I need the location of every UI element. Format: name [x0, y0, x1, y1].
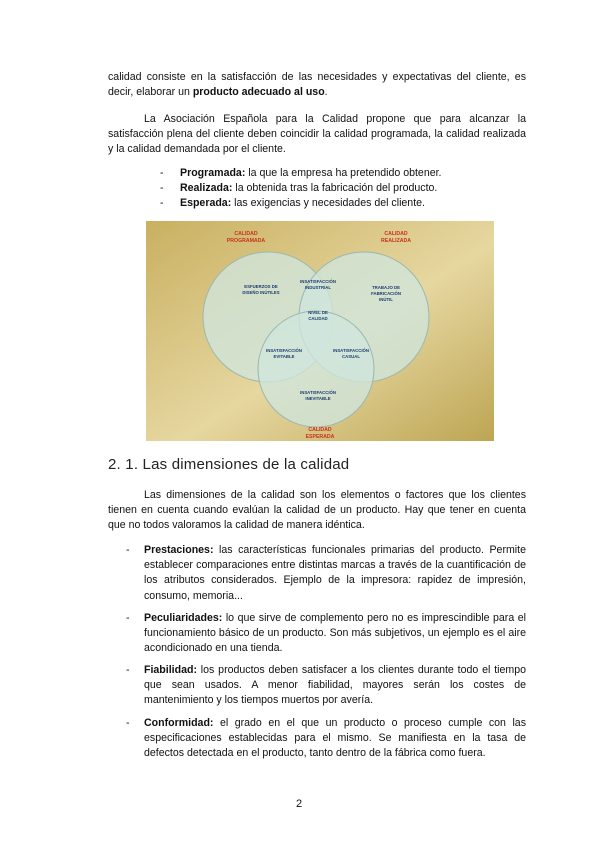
- dimension-term: Conformidad:: [144, 717, 214, 729]
- region-bottom-2: INEVITABLE: [305, 396, 331, 401]
- quality-type-desc: las exigencias y necesidades del cliente.: [231, 197, 425, 209]
- intro-paragraph: [108, 70, 526, 100]
- dimension-desc: las características funcionales primarias del producto. Permite establecer comparaciones entre distintas marcas a través de la cuantificación de los atributos considerados. Ejemplo de la impresora: rapidez de impresión, consumo, memoria...: [144, 544, 526, 602]
- label-programada-1: CALIDAD: [234, 231, 258, 237]
- region-left-2: DISEÑO INÚTILES: [242, 290, 280, 295]
- quality-type-term: Programada:: [180, 167, 246, 179]
- bullet-dash: -: [126, 612, 130, 624]
- dimension-term: Prestaciones:: [144, 544, 214, 556]
- aec-paragraph: La Asociación Española para la Calidad propone que para alcanzar la satisfacción plena del cliente deben coincidir la calidad programada, la calidad realizada y la calidad demandada por el cliente.: [108, 113, 526, 156]
- region-center-1: NIVEL DE: [308, 310, 328, 315]
- region-top-2: INDUSTRIAL: [304, 285, 332, 290]
- region-lower-left-2: EVITABLE: [273, 354, 295, 359]
- bullet-dash: -: [160, 197, 164, 209]
- section-heading: 2. 1. Las dimensiones de la calidad: [108, 456, 350, 473]
- region-top-1: INSATISFACCIÓN: [300, 279, 336, 284]
- region-center-2: CALIDAD: [308, 316, 328, 321]
- bullet-dash: -: [126, 544, 130, 556]
- region-lower-left-1: INSATISFACCIÓN: [266, 348, 302, 353]
- region-right-2: FABRICACIÓN: [371, 291, 401, 296]
- region-right-3: INÚTIL: [379, 297, 393, 302]
- bullet-dash: -: [160, 167, 164, 179]
- bullet-dash: -: [160, 182, 164, 194]
- label-realizada-1: CALIDAD: [384, 231, 408, 237]
- dimension-desc: lo que sirve de complemento pero no es imprescindible para el funcionamiento básico de un producto. Son más subjetivos, un ejemplo es el aire acondicionado en una tienda.: [144, 612, 526, 655]
- region-lower-right-1: INSATISFACCIÓN: [333, 348, 369, 353]
- quality-type-term: Realizada:: [180, 182, 233, 194]
- label-realizada-2: REALIZADA: [381, 238, 411, 244]
- region-lower-right-2: CASUAL: [342, 354, 360, 359]
- bullet-dash: -: [126, 664, 130, 676]
- label-programada-2: PROGRAMADA: [226, 238, 266, 244]
- dimensions-paragraph: Las dimensiones de la calidad son los elementos o factores que los clientes tienen en cuenta cuando evalúan la calidad de un producto. Hay que tener en cuenta que no todos valoramos la calidad de manera idéntica.: [108, 489, 526, 532]
- dimension-desc: el grado en el que un producto o proceso cumple con las especificaciones establecidas para el mismo. Se manifiesta en la tasa de defectos detectada en el producto, tanto dentro de la fábrica como fuera.: [144, 717, 526, 760]
- intro-text-1: calidad consiste en la satisfacción de las necesidades y expectativas del cliente, es decir, elaborar un: [108, 71, 526, 99]
- page-number: 2: [296, 798, 303, 810]
- region-right-1: TRABAJO DE: [372, 285, 400, 290]
- quality-type-term: Esperada:: [180, 197, 232, 209]
- circle-calidad-esperada: [258, 311, 374, 427]
- dimension-term: Fiabilidad:: [144, 664, 197, 676]
- label-esperada-1: CALIDAD: [308, 427, 332, 433]
- quality-type-desc: la que la empresa ha pretendido obtener.: [245, 167, 442, 179]
- quality-venn-diagram: [146, 221, 494, 441]
- region-bottom-1: INSATISFACCIÓN: [300, 390, 336, 395]
- dimension-desc: los productos deben satisfacer a los clientes durante todo el tiempo que sean usados. A menor fiabilidad, mayores serán los costes de mantenimiento y los tiempos muertos por avería.: [144, 664, 526, 707]
- region-left-1: ESFUERZOS DE: [244, 284, 278, 289]
- intro-bold-term: producto adecuado al uso: [192, 86, 325, 99]
- bullet-dash: -: [126, 717, 130, 729]
- intro-text-2: .: [324, 86, 328, 99]
- label-esperada-2: ESPERADA: [305, 434, 335, 440]
- quality-type-desc: la obtenida tras la fabricación del producto.: [232, 182, 438, 194]
- dimension-term: Peculiaridades:: [144, 612, 223, 624]
